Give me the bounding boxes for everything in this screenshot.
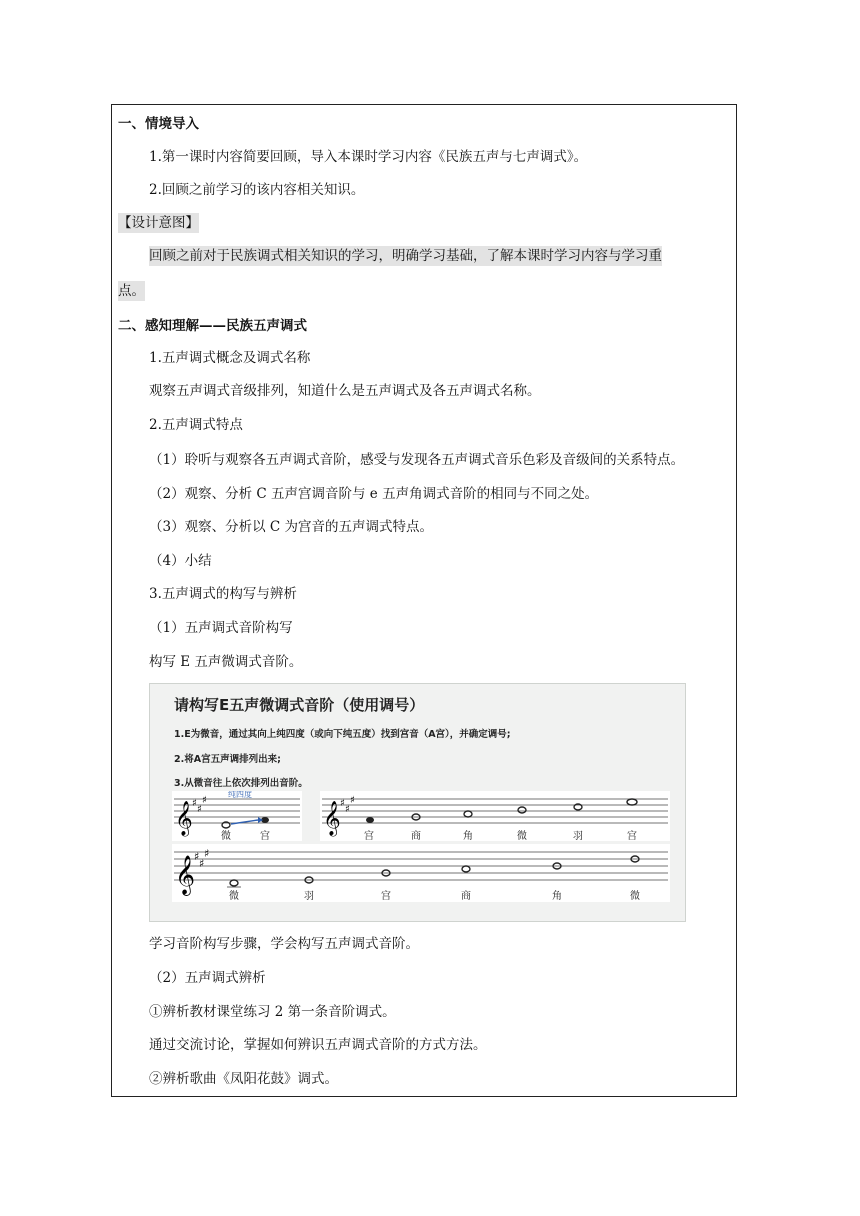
- staff-2: [320, 791, 670, 841]
- section2-p12: （2）五声调式辨析: [149, 970, 266, 986]
- note-label: 羽: [573, 831, 583, 841]
- sharp-icon: ♯: [350, 795, 355, 806]
- section1-item1: 1.第一课时内容简要回顾，导入本课时学习内容《民族五声与七声调式》。: [149, 149, 588, 165]
- design-intent-text-line1: 回顾之前对于民族调式相关知识的学习，明确学习基础，了解本课时学习内容与学习重: [149, 248, 662, 264]
- note-label: 商: [411, 831, 421, 841]
- note-label: 微: [229, 891, 239, 902]
- design-intent-text-line2: 点。: [118, 283, 145, 299]
- note-label: 微: [517, 831, 527, 841]
- section2-p2: 观察五声调式音级排列，知道什么是五声调式及各五声调式名称。: [149, 383, 541, 399]
- section1-heading: 一、情境导入: [118, 116, 199, 132]
- staff-1: [172, 791, 302, 841]
- whole-note: [230, 880, 238, 886]
- filled-note: [366, 817, 374, 823]
- design-intent-label: 【设计意图】: [118, 215, 199, 231]
- section2-p3: 2.五声调式特点: [149, 417, 243, 433]
- note-label: 角: [552, 891, 562, 902]
- section2-p14: 通过交流讨论，掌握如何辨识五声调式音阶的方式方法。: [149, 1037, 487, 1053]
- section2-heading: 二、感知理解——民族五声调式: [118, 318, 307, 334]
- sharp-icon: ♯: [194, 850, 200, 863]
- sharp-icon: ♯: [197, 804, 202, 815]
- note-label: 角: [463, 831, 473, 841]
- section2-p4: （1）聆听与观察各五声调式音阶，感受与发现各五声调式音乐色彩及音级间的关系特点。: [149, 452, 685, 468]
- figure-step3: 3.从微音往上依次排列出音阶。: [174, 778, 308, 789]
- note-label: 商: [461, 891, 471, 902]
- treble-clef-icon: 𝄞: [175, 801, 193, 836]
- section2-p10: 构写 E 五声微调式音阶。: [149, 654, 303, 670]
- figure-step1: 1.E为微音，通过其向上纯四度（或向下纯五度）找到宫音（A宫），并确定调号;: [174, 729, 511, 740]
- staff-2-panel: [320, 791, 670, 841]
- figure-step2: 2.将A宫五声调排列出来;: [174, 754, 281, 765]
- section2-p1: 1.五声调式概念及调式名称: [149, 350, 311, 366]
- note-label: 宫: [381, 891, 391, 902]
- staff-1-panel: [172, 791, 302, 841]
- sharp-icon: ♯: [204, 847, 210, 860]
- note-label: 宫: [364, 831, 374, 841]
- section2-p11: 学习音阶构写步骤，学会构写五声调式音阶。: [149, 936, 419, 952]
- scale-construction-figure: [149, 683, 686, 922]
- note-label: 微: [221, 831, 231, 841]
- sharp-icon: ♯: [345, 804, 350, 815]
- section2-p6: （3）观察、分析以 C 为宫音的五声调式特点。: [149, 519, 434, 535]
- whole-note: [518, 807, 526, 813]
- figure-title: 请构写E五声微调式音阶（使用调号）: [174, 696, 425, 714]
- interval-label: 纯四度: [228, 791, 252, 799]
- section2-p15: ②辨析歌曲《凤阳花鼓》调式。: [149, 1071, 338, 1087]
- section1-item2: 2.回顾之前学习的该内容相关知识。: [149, 182, 365, 198]
- whole-note: [462, 866, 470, 872]
- section2-p5: （2）观察、分析 C 五声宫调音阶与 e 五声角调式音阶的相同与不同之处。: [149, 486, 599, 502]
- section2-p13: ①辨析教材课堂练习 2 第一条音阶调式。: [149, 1004, 396, 1020]
- treble-clef-icon: 𝄞: [175, 855, 196, 895]
- interval-arrow-icon: [231, 820, 258, 824]
- note-label: 宫: [627, 831, 637, 841]
- treble-clef-icon: 𝄞: [323, 801, 341, 836]
- staff-3-panel: [172, 844, 670, 902]
- sharp-icon: ♯: [340, 798, 345, 809]
- note-label: 微: [630, 891, 640, 902]
- sharp-icon: ♯: [202, 795, 207, 806]
- section2-p8: 3.五声调式的构写与辨析: [149, 586, 297, 602]
- sharp-icon: ♯: [192, 798, 197, 809]
- whole-note: [627, 799, 637, 805]
- whole-note: [464, 811, 472, 817]
- note-label: 羽: [304, 891, 314, 902]
- sharp-icon: ♯: [199, 857, 205, 870]
- section2-p7: （4）小结: [149, 553, 212, 569]
- section2-p9: （1）五声调式音阶构写: [149, 620, 293, 636]
- note-label: 宫: [260, 831, 270, 841]
- staff-3: [172, 844, 670, 902]
